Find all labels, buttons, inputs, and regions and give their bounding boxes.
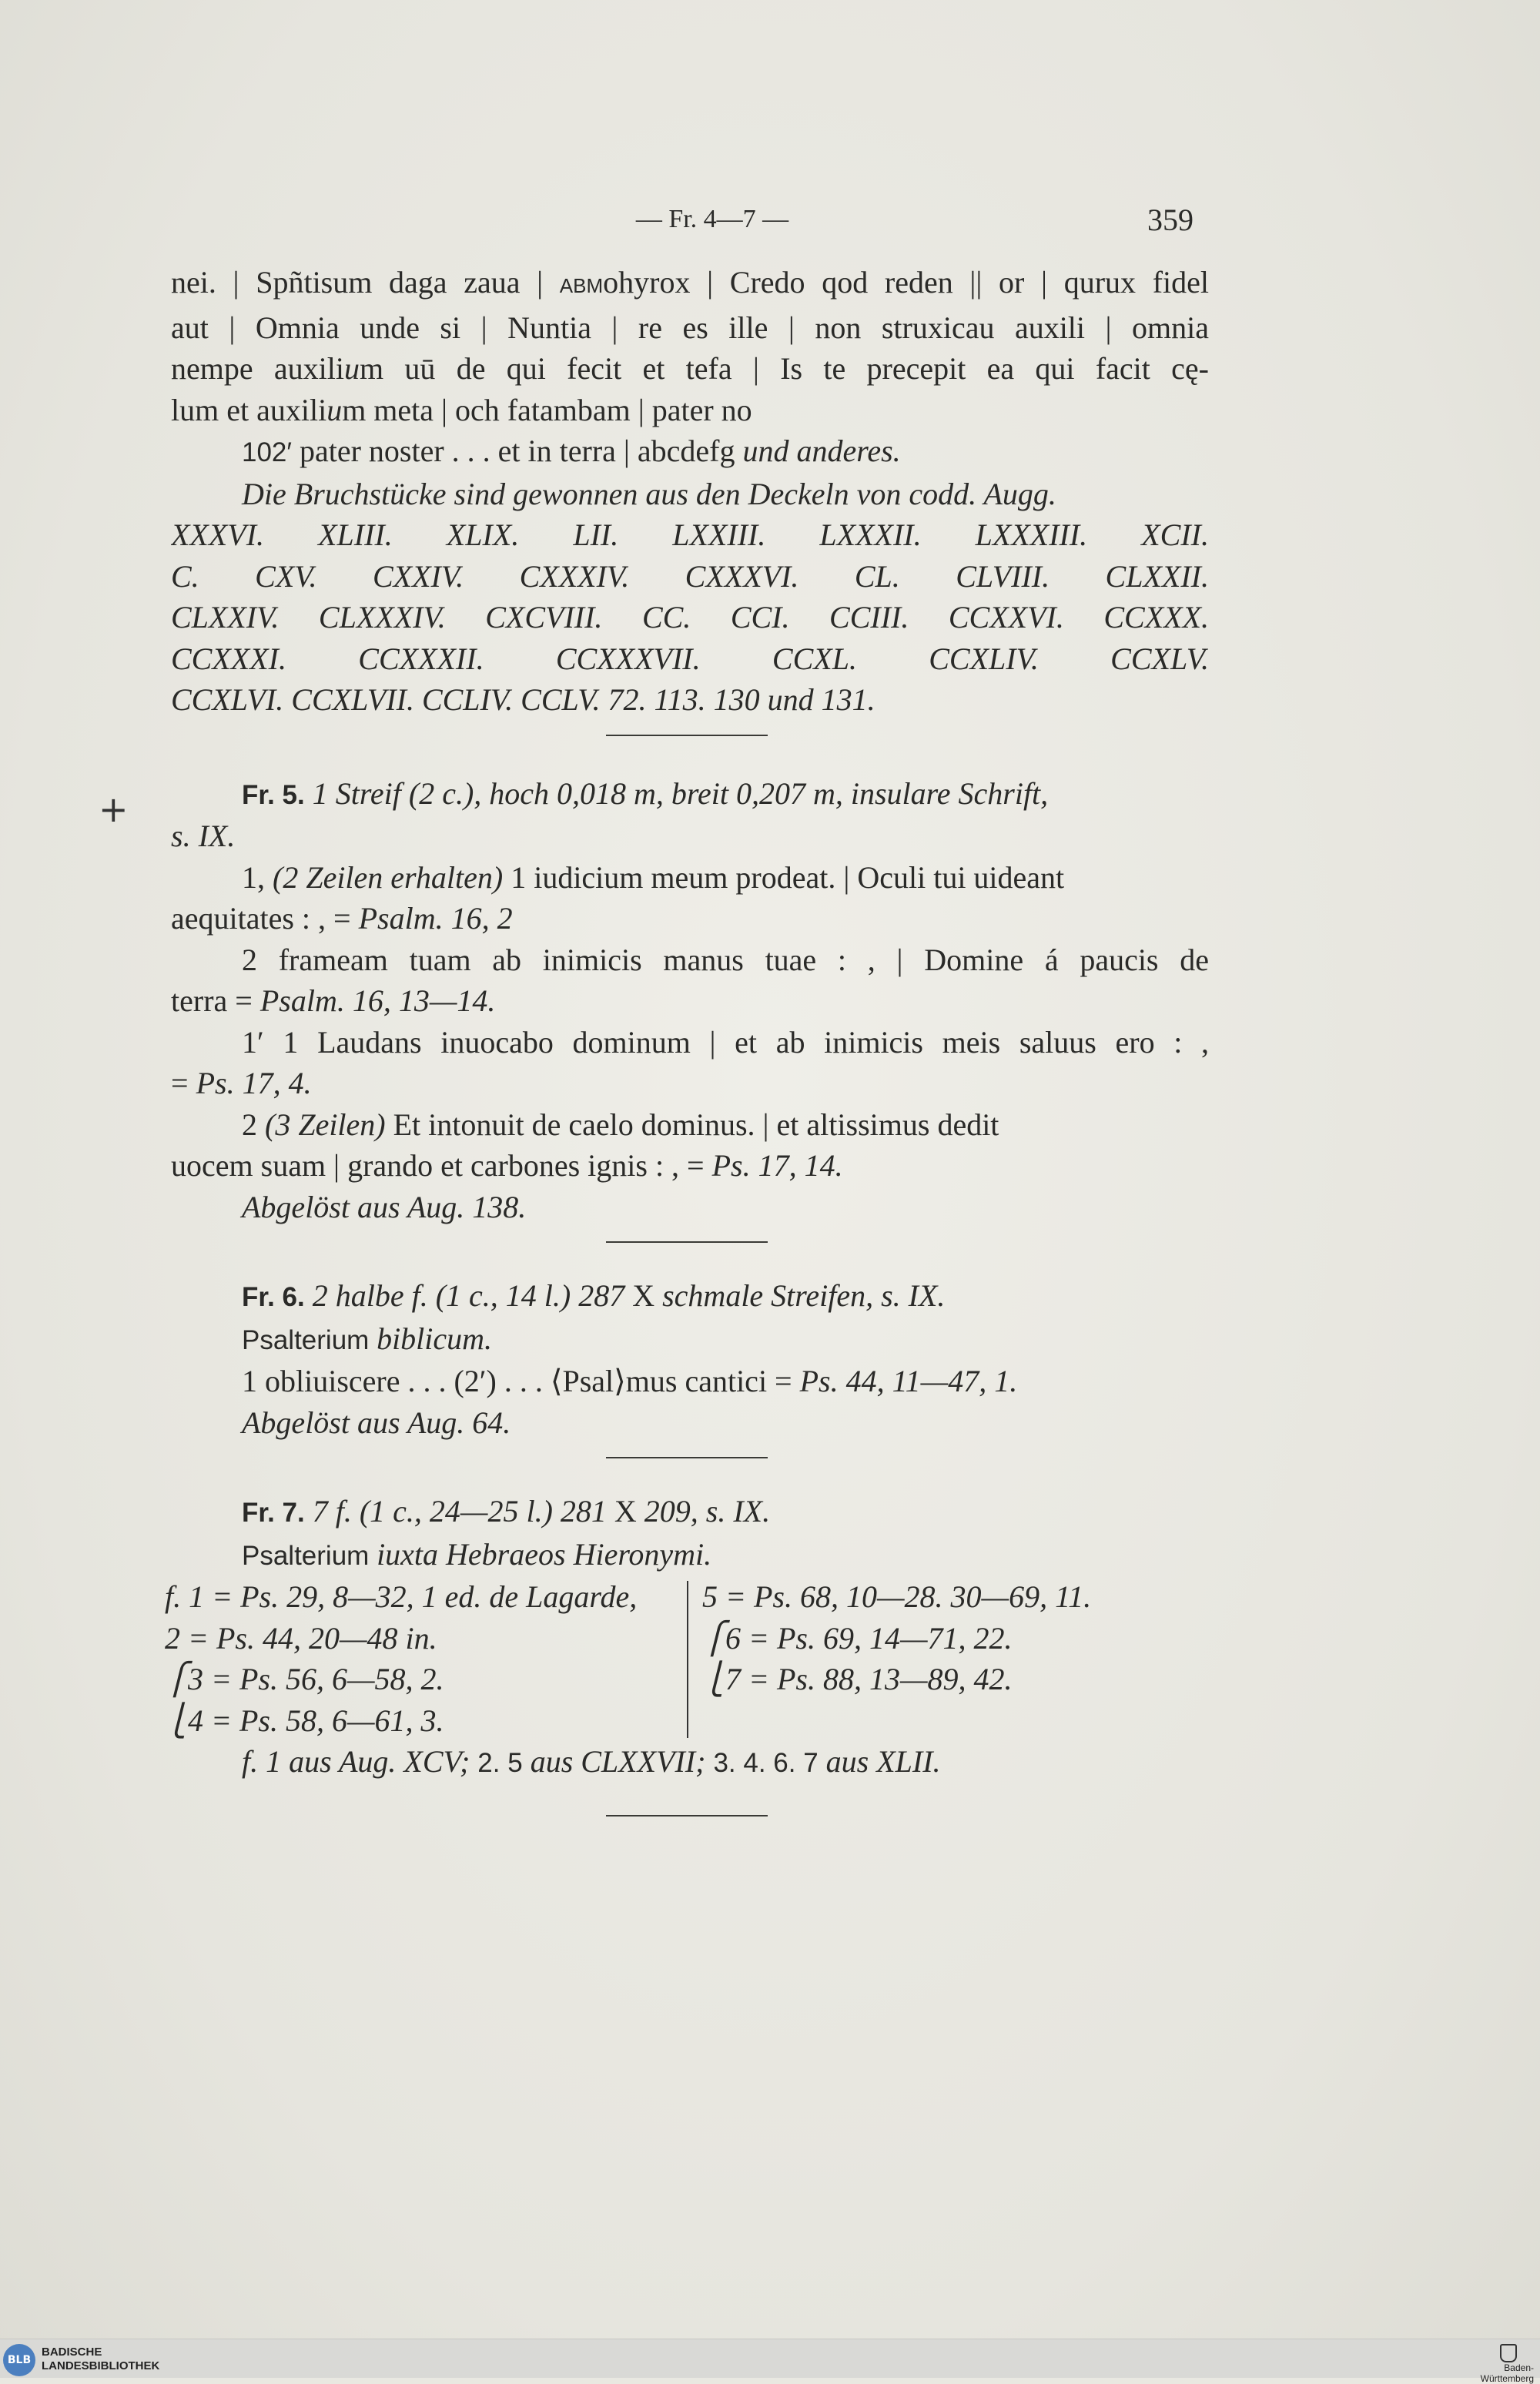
fr7-right-row: ⎧6 = Ps. 69, 14—71, 22. [702, 1620, 1013, 1656]
fr7-left-column [165, 1576, 681, 1741]
fr5-entry-1-cont: aequitates : , = Psalm. 16, 2 [171, 901, 513, 936]
fr7-right-row: ⎩7 = Ps. 88, 13—89, 42. [702, 1662, 1013, 1696]
fr5-entry-4-cont: uocem suam | grando et carbones ignis : , = Ps. 17, 14. [171, 1148, 843, 1183]
fr7-left-row: ⎩4 = Ps. 58, 6—61, 3. [165, 1703, 444, 1738]
fr4-line-1: nei. | Spñtisum daga zaua | ABMohyrox | Credo qod reden || or | qurux fidel [171, 265, 1209, 300]
fr6-heading: Fr. 6. 2 halbe f. (1 c., 14 l.) 287 X schmale Streifen, s. IX. [242, 1278, 946, 1313]
fr4-line-2: aut | Omnia unde si | Nuntia | re es ille | non struxicau auxili | omnia [171, 310, 1209, 345]
fr7-title: Psalterium iuxta Hebraeos Hieronymi. [242, 1536, 712, 1572]
fr6-source: Abgelöst aus Aug. 64. [242, 1405, 511, 1440]
fr5-entry-1: 1, (2 Zeilen erhalten) 1 iudicium meum prodeat. | Oculi tui uideant [242, 859, 1065, 895]
fr6-title: Psalterium biblicum. [242, 1321, 493, 1356]
fr5-entry-3: 1′ 1 Laudans inuocabo dominum | et ab inimicis meis saluus ero : , [242, 1024, 1209, 1060]
fr5-heading-date: s. IX. [171, 819, 236, 853]
fr7-source: f. 1 aus Aug. XCV; 2. 5 aus CLXXVII; 3. 4. 6. 7 aus XLII. [242, 1744, 941, 1779]
library-footer-bar [0, 2339, 1540, 2384]
fr4-codices-6: CCXLVI. CCXLVII. CCLIV. CCLV. 72. 113. 130 und 131. [171, 682, 875, 717]
state-logo: Baden-Württemberg [1465, 2344, 1534, 2375]
fr7-concordance-table [165, 1576, 1209, 1741]
running-title: — Fr. 4—7 — [635, 205, 789, 233]
fr4-line-5: 102′ pater noster . . . et in terra | abcdefg und anderes. [242, 434, 901, 468]
fr7-heading: Fr. 7. 7 f. (1 c., 24—25 l.) 281 X 209, s. IX. [242, 1494, 771, 1529]
fr7-left-row: f. 1 = Ps. 29, 8—32, 1 ed. de Lagarde, [165, 1579, 638, 1614]
fr5-entry-2: 2 frameam tuam ab inimicis manus tuae : , | Domine á paucis de [242, 942, 1209, 977]
fr7-right-column [702, 1576, 1210, 1700]
fr5-entry-4: 2 (3 Zeilen) Et intonuit de caelo dominus. | et altissimus dedit [242, 1107, 999, 1142]
fr7-right-row: 5 = Ps. 68, 10—28. 30—69, 11. [702, 1579, 1092, 1614]
fr6-entry-1: 1 obliuiscere . . . (2′) . . . ⟨Psal⟩mus cantici = Ps. 44, 11—47, 1. [242, 1364, 1018, 1398]
body-text [165, 262, 1209, 1816]
page-number: 359 [1147, 203, 1194, 237]
section-divider-4 [606, 1815, 768, 1816]
fr7-left-row: ⎧3 = Ps. 56, 6—58, 2. [165, 1662, 444, 1696]
blb-logo-icon: BLB [3, 2344, 35, 2376]
running-header [0, 202, 1540, 240]
fr7-left-row: 2 = Ps. 44, 20—48 in. [165, 1620, 437, 1656]
margin-cross-mark: + [99, 789, 129, 830]
fr5-entry-3-cont: = Ps. 17, 4. [171, 1066, 312, 1100]
fr4-line-3: nempe auxilium uū de qui fecit et tefa | Is te precepit ea qui facit cę- [171, 351, 1209, 386]
fr5-entry-2-cont: terra = Psalm. 16, 13—14. [171, 983, 496, 1018]
fr7-column-separator [687, 1581, 688, 1738]
fr4-codices-5: CCXXXI. CCXXXII. CCXXXVII. CCXL. CCXLIV. CCXLV. [171, 641, 1209, 676]
fr4-codices-3: C. CXV. CXXIV. CXXXIV. CXXXVI. CL. CLVIII. CLXXII. [171, 558, 1209, 594]
state-crest-icon [1500, 2344, 1517, 2362]
fr4-line-4: lum et auxilium meta | och fatambam | pater no [171, 392, 752, 427]
fr4-codices-1: Die Bruchstücke sind gewonnen aus den Deckeln von codd. Augg. [242, 476, 1056, 511]
fr5-source: Abgelöst aus Aug. 138. [242, 1189, 527, 1224]
library-name: BADISCHE LANDESBIBLIOTHEK [42, 2345, 160, 2372]
fr4-codices-4: CLXXIV. CLXXXIV. CXCVIII. CC. CCI. CCIII. CCXXVI. CCXXX. [171, 600, 1209, 635]
fr5-heading: Fr. 5. 1 Streif (2 c.), hoch 0,018 m, breit 0,207 m, insulare Schrift, [242, 775, 1049, 811]
fr4-codices-2: XXXVI. XLIII. XLIX. LII. LXXIII. LXXXII. LXXXIII. XCII. [171, 517, 1209, 552]
